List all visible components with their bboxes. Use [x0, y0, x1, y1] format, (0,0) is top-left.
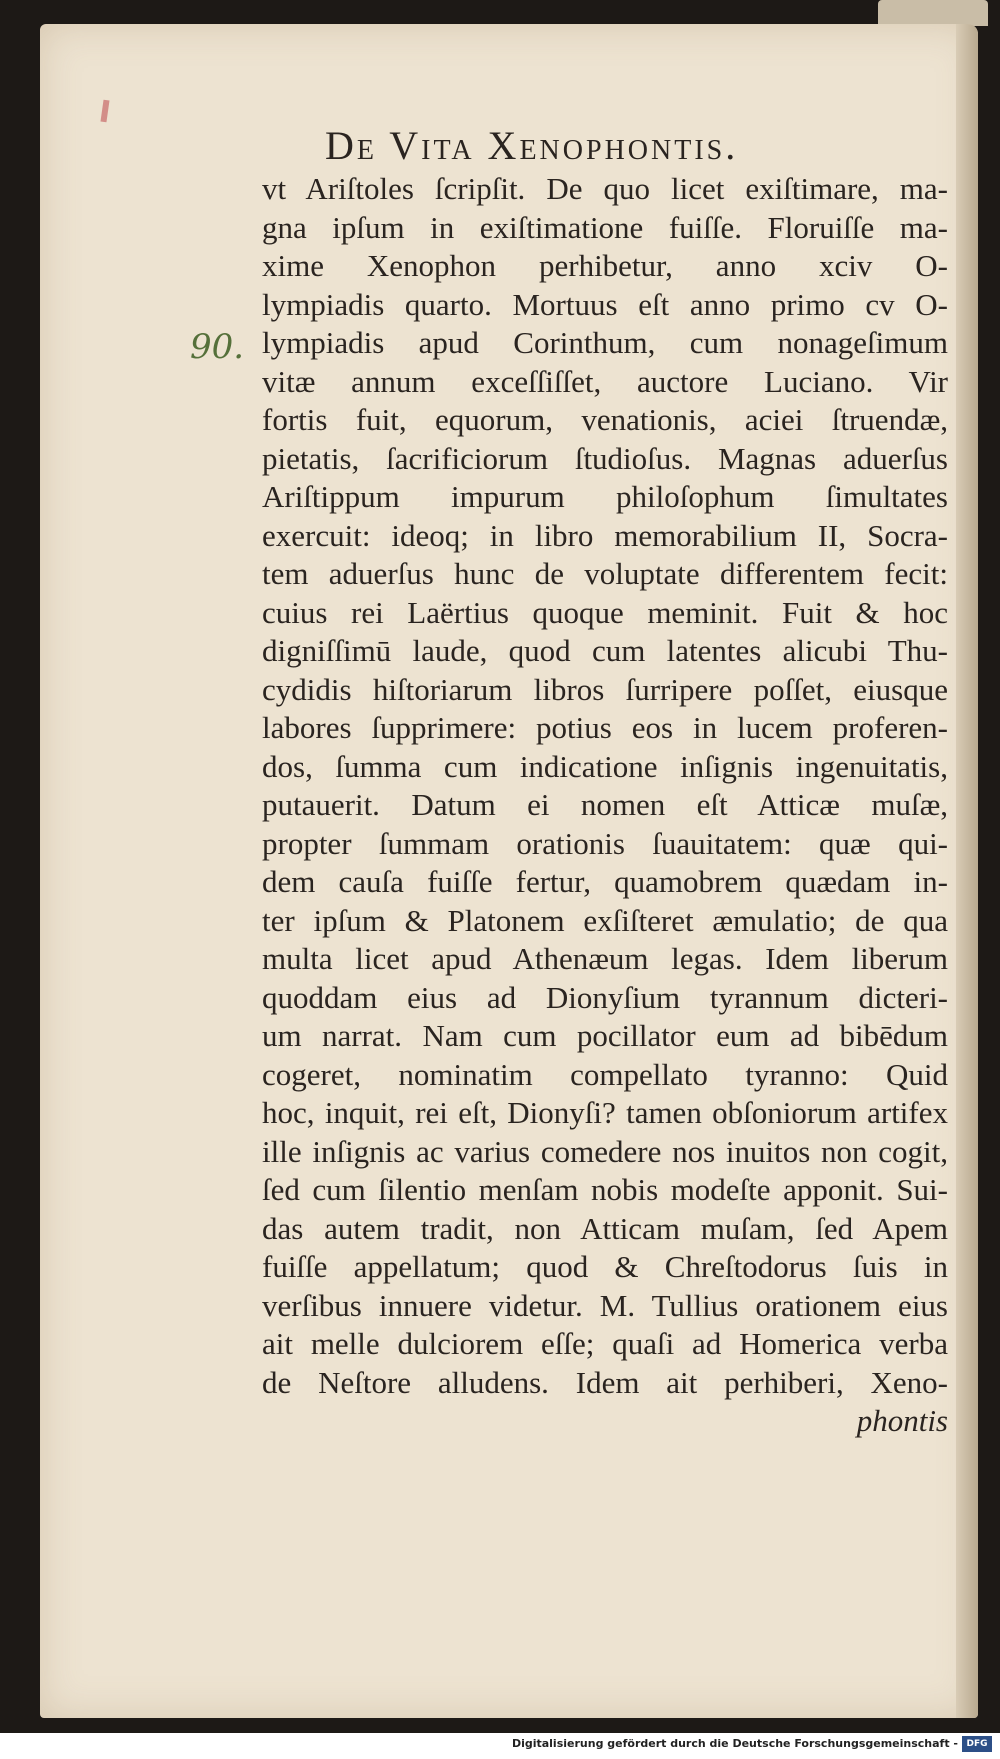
text-line: ille inſignis ac varius comedere nos inuitos non cogit,: [262, 1133, 948, 1169]
text-line: fortis fuit, equorum, venationis, aciei ſtruendæ,: [262, 402, 948, 437]
text-line: hoc, inquit, rei eſt, Dionyſi? tamen obſoniorum artifex: [262, 1095, 948, 1130]
text-line: xime Xenophon perhibetur, anno xciv O-: [262, 248, 948, 283]
body-text: [262, 170, 948, 1441]
ink-mark: [100, 100, 109, 123]
text-line: ait melle dulciorem eſſe; quaſi ad Homerica verba: [262, 1326, 948, 1361]
marginal-annotation: 90.: [190, 327, 245, 367]
text-line: putauerit. Datum ei nomen eſt Atticæ muſæ,: [262, 787, 948, 822]
footer-credit: Digitalisierung gefördert durch die Deutsche Forschungsgemeinschaft -: [511, 1737, 958, 1750]
text-line: quoddam eius ad Dionyſium tyrannum dicteri-: [262, 979, 948, 1015]
text-line: dos, ſumma cum indicatione inſignis ingenuitatis,: [262, 748, 948, 784]
text-line: cogeret, nominatim compellato tyranno: Quid: [262, 1056, 948, 1092]
page-edge: [956, 24, 978, 1718]
text-line: exercuit: ideoq; in libro memorabilium II, Socra-: [262, 517, 948, 553]
text-line: cuius rei Laërtius quoque meminit. Fuit & hoc: [262, 594, 948, 630]
text-line: multa licet apud Athenæum legas. Idem liberum: [262, 941, 948, 976]
text-line: lympiadis apud Corinthum, cum nonageſimum: [262, 325, 948, 360]
text-line: das autem tradit, non Atticam muſam, ſed Apem: [262, 1210, 948, 1246]
text-line: propter ſummam orationis ſuauitatem: quæ qui-: [262, 825, 948, 861]
catchword: phontis: [856, 1403, 948, 1438]
text-line: verſibus innuere videtur. M. Tullius orationem eius: [262, 1287, 948, 1323]
text-line: cydidis hiſtoriarum libros ſurripere poſſet, eiusque: [262, 671, 948, 707]
text-line: lympiadis quarto. Mortuus eſt anno primo cv O-: [262, 286, 948, 322]
text-line: gna ipſum in exiſtimatione fuiſſe. Floruiſſe ma-: [262, 209, 948, 245]
text-line: fuiſſe appellatum; quod & Chreſtodorus ſuis in: [262, 1249, 948, 1284]
text-line: ter ipſum & Platonem exſiſteret æmulatio; de qua: [262, 902, 948, 938]
text-line: tem aduerſus hunc de voluptate differentem fecit:: [262, 556, 948, 591]
text-line: dem cauſa fuiſſe fertur, quamobrem quædam in-: [262, 864, 948, 899]
text-line: digniſſimū laude, quod cum latentes alicubi Thu-: [262, 633, 948, 668]
text-line: Ariſtippum impurum philoſophum ſimultates: [262, 479, 948, 514]
running-head: De Vita Xenophontis.: [325, 123, 739, 168]
text-line: de Neſtore alludens. Idem ait perhiberi, Xeno-: [262, 1364, 948, 1400]
dfg-logo: DFG: [962, 1736, 992, 1752]
page-tab: [878, 0, 988, 26]
text-line: vt Ariſtoles ſcripſit. De quo licet exiſtimare, ma-: [262, 171, 948, 206]
text-line: pietatis, ſacrificiorum ſtudioſus. Magnas aduerſus: [262, 440, 948, 476]
text-line: ſed cum ſilentio menſam nobis modeſte apponit. Sui-: [262, 1172, 948, 1207]
text-line: um narrat. Nam cum pocillator eum ad bibēdum: [262, 1018, 948, 1053]
text-line: labores ſupprimere: potius eos in lucem proferen-: [262, 710, 948, 745]
text-line: vitæ annum exceſſiſſet, auctore Luciano. Vir: [262, 363, 948, 399]
